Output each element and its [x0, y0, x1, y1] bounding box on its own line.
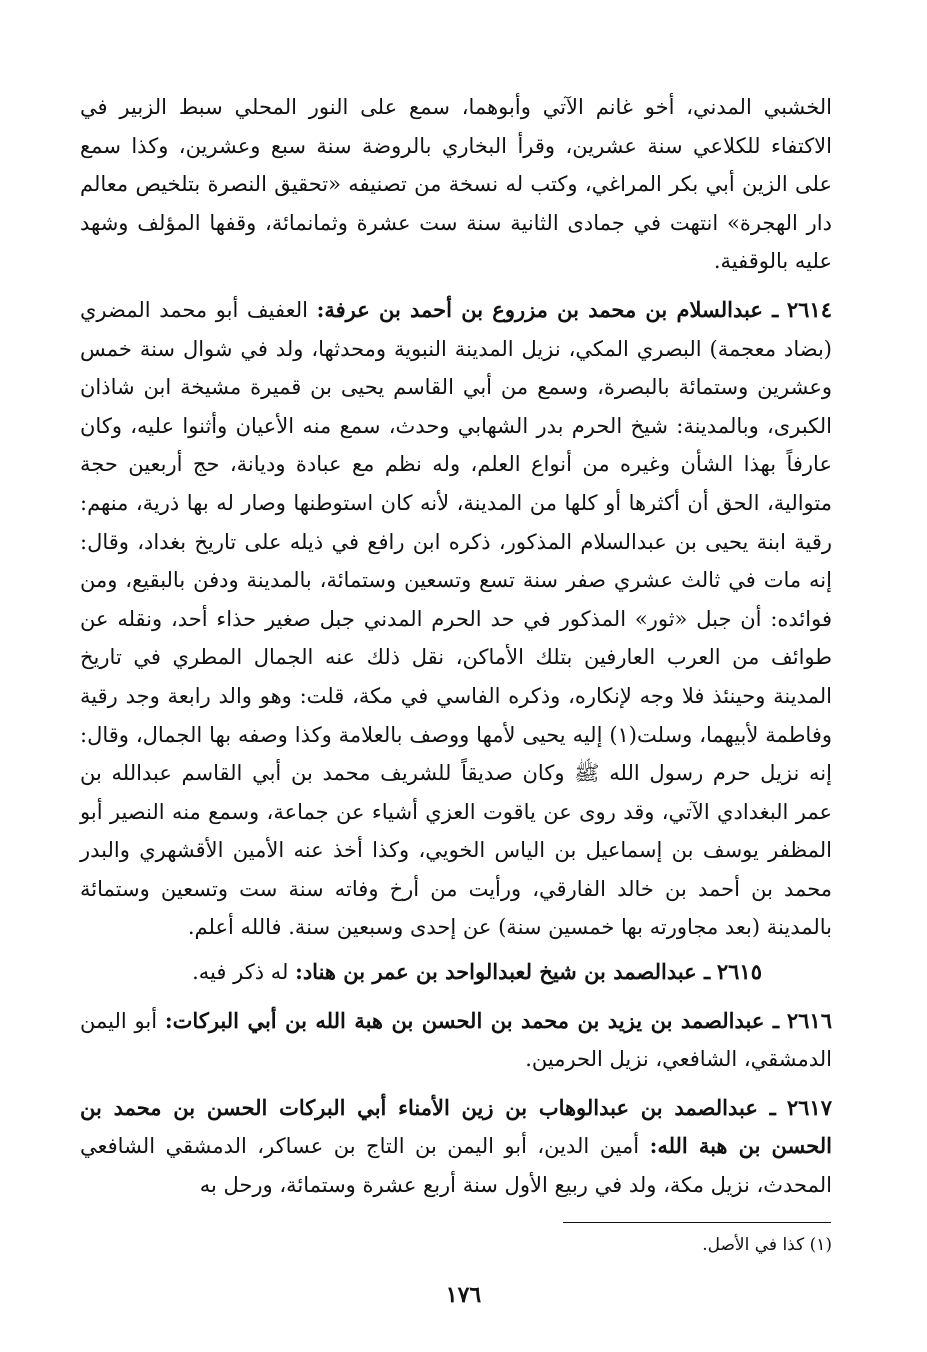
entry-heading: ـ عبدالصمد بن عبدالوهاب بن زين الأمناء أبي البركات الحسن بن محمد بن الحسن بن هبة الله: [80, 1094, 833, 1159]
footnote-divider [563, 1222, 831, 1223]
entry-text: أمين الدين، أبو اليمن بن التاج بن عساكر، الدمشقي الشافعي المحدث، نزيل مكة، ولد في ربيع الأول سنة أربع عشرة وستمائة، ورحل به [80, 1134, 832, 1198]
entry-heading: ـ عبدالسلام بن محمد بن مزروع بن أحمد بن عرفة: [316, 296, 779, 322]
entry-number: ٢٦١٥ [716, 959, 762, 985]
entry-heading: ـ عبدالصمد بن يزيد بن محمد بن الحسن بن هبة الله بن أبي البركات: [164, 1007, 780, 1033]
entry-number: ٢٦١٦ [786, 1007, 832, 1033]
page-number: ١٧٦ [445, 1282, 482, 1308]
entry-heading: ـ عبدالصمد بن شيخ لعبدالواحد بن عمر بن هناد: [295, 959, 711, 985]
entry-text: أبو اليمن الدمشقي، الشافعي، نزيل الحرمين. [80, 1008, 832, 1072]
entry-2615 [80, 953, 832, 992]
entry-2614 [80, 291, 832, 947]
entry-number: ٢٦١٧ [786, 1094, 832, 1120]
entry-2616 [80, 1002, 832, 1079]
entry-2617 [80, 1089, 832, 1205]
intro-paragraph: الخشبي المدني، أخو غانم الآتي وأبوهما، سمع على النور المحلي سبط الزبير في الاكتفاء للكلاعي سنة عشرين، وقرأ البخاري بالروضة سنة سبع وعشرين، وكذا سمع على الزين أبي بكر المراغي، وكتب له نسخة من تصنيفه «تحقيق النصرة بتلخيص معالم دار الهجرة» انتهت في جمادى الثانية سنة ست عشرة وثمانمائة، وقفها المؤلف وشهد عليه بالوقفية. [80, 95, 832, 274]
entry-text: له ذكر فيه. [192, 960, 289, 985]
entry-text: العفيف أبو محمد المضري (بضاد معجمة) البصري المكي، نزيل المدينة النبوية ومحدثها، ولد في شوال سنة خمس وعشرين وستمائة بالبصرة، وسمع من أبي القاسم يحيى بن قميرة مشيخة ابن شاذان الكبرى، وبالمدينة: شيخ الحرم بدر الشهابي وحدث، سمع منه الأعيان وأثنوا عليه، وكان عارفاً بهذا الشأن وغيره من أنواع العلم، وله نظم مع عبادة وديانة، حج أربعين حجة متوالية، الحق أن أكثرها أو كلها من المدينة، لأنه كان استوطنها وصار له بها ذرية، منهم: رقية ابنة يحيى بن عبدالسلام المذكور، ذكره ابن رافع في ذيله على تاريخ بغداد، وقال: إنه مات في ثالث عشري صفر سنة تسع وتسعين وستمائة، بالمدينة ودفن بالبقيع، ومن فوائده: أن جبل «ثور» المذكور في حد الحرم المدني جبل صغير حذاء أحد، ونقله عن طوائف من العرب العارفين بتلك الأماكن، نقل ذلك عنه الجمال المطري في تاريخ المدينة وحينئذ فلا وجه لإنكاره، وذكره الفاسي في مكة، قلت: وهو والد رابعة وجد رقية وفاطمة لأبيهما، وسلت(١) إليه يحيى لأمها ووصف بالعلامة وكذا وصفه بها الجمال، وقال: إنه نزيل حرم رسول الله ﷺ وكان صديقاً للشريف محمد بن أبي القاسم عبدالله بن عمر البغدادي الآتي، وقد روى عن ياقوت العزي أشياء عن جماعة، وسمع منه النصير أبو المظفر يوسف بن إسماعيل بن الياس الخويي، وكذا أخذ عنه الأمين الأقشهري والبدر محمد بن أحمد بن خالد الفارقي، ورأيت من أرخ وفاته سنة ست وتسعين وستمائة بالمدينة (بعد مجاورته بها خمسين سنة) عن إحدى وسبعين سنة. فالله أعلم. [80, 297, 832, 940]
entry-number: ٢٦١٤ [786, 296, 832, 322]
footnote: (١) كذا في الأصل. [702, 1235, 832, 1255]
page-body [80, 88, 832, 1205]
